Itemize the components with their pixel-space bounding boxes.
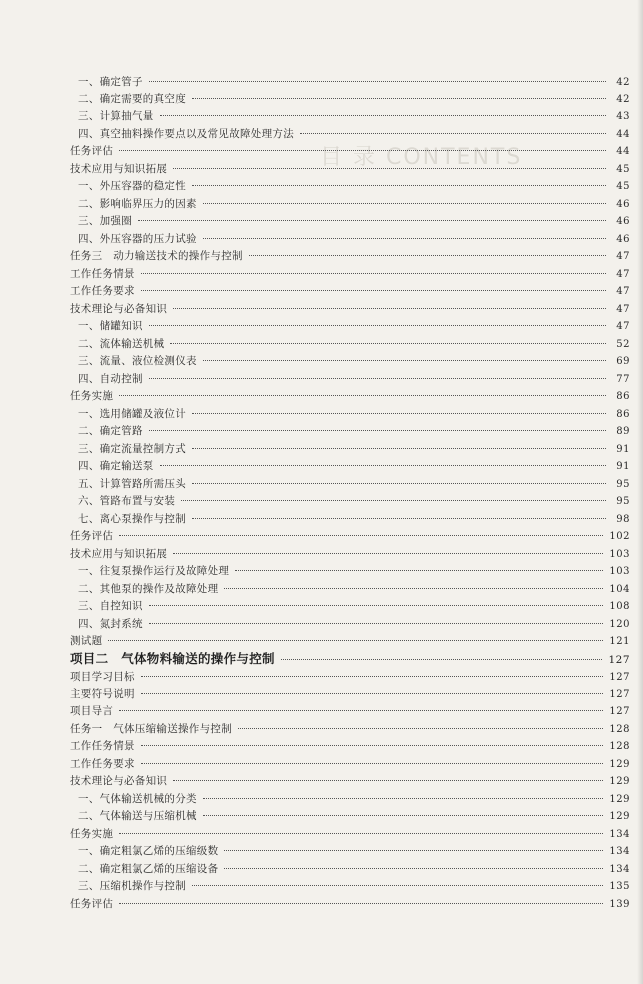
toc-entry-page-number: 47 — [616, 321, 630, 332]
dot-leader — [173, 779, 603, 781]
toc-entry-page-number: 103 — [609, 566, 630, 577]
toc-entry-page-number: 69 — [616, 356, 630, 367]
toc-entry-page-number: 43 — [616, 111, 630, 122]
toc-entry-page-number: 45 — [616, 181, 630, 192]
toc-entry-title: 任务三 动力输送技术的操作与控制 — [70, 250, 243, 262]
toc-entry-page-number: 52 — [616, 339, 630, 350]
toc-entry-page-number: 42 — [616, 94, 630, 105]
dot-leader — [238, 727, 603, 729]
dot-leader — [160, 114, 606, 116]
dot-leader — [119, 902, 603, 904]
toc-entry-page-number: 129 — [609, 759, 630, 770]
dot-leader — [141, 289, 606, 291]
toc-entry[interactable] — [78, 231, 630, 247]
dot-leader — [192, 412, 606, 414]
toc-entry-title: 二、影响临界压力的因素 — [78, 198, 197, 210]
dot-leader — [141, 692, 604, 694]
toc-entry[interactable] — [78, 511, 630, 527]
toc-entry-title: 四、真空抽料操作要点以及常见故障处理方法 — [78, 128, 294, 140]
toc-entry[interactable] — [78, 476, 630, 492]
toc-entry[interactable] — [70, 248, 630, 264]
dot-leader — [119, 149, 606, 151]
toc-entry-page-number: 108 — [609, 601, 630, 612]
toc-entry-title: 任务实施 — [70, 828, 114, 840]
dot-leader — [192, 184, 606, 186]
toc-entry[interactable] — [70, 756, 630, 772]
toc-entry-title: 三、流量、液位检测仪表 — [78, 355, 197, 367]
dot-leader — [192, 97, 606, 99]
toc-entry-page-number: 44 — [616, 129, 630, 140]
toc-entry-title: 一、确定管子 — [78, 76, 143, 88]
toc-entry[interactable] — [70, 686, 630, 702]
dot-leader — [224, 849, 603, 851]
toc-entry[interactable] — [78, 406, 630, 422]
dot-leader — [203, 237, 606, 239]
toc-entry[interactable] — [70, 738, 630, 754]
toc-entry[interactable] — [78, 74, 630, 90]
toc-entry[interactable] — [78, 861, 630, 877]
toc-entry-title: 一、外压容器的稳定性 — [78, 180, 186, 192]
toc-entry[interactable] — [70, 301, 630, 317]
toc-entry-title: 六、管路布置与安装 — [78, 495, 176, 507]
dot-leader — [173, 167, 606, 169]
toc-entry[interactable] — [78, 213, 630, 229]
toc-entry[interactable] — [78, 581, 630, 597]
toc-entry-title: 技术理论与必备知识 — [70, 303, 168, 315]
toc-entry[interactable] — [78, 791, 630, 807]
toc-entry-page-number: 127 — [609, 689, 630, 700]
toc-entry[interactable] — [70, 896, 630, 912]
dot-leader — [249, 254, 606, 256]
toc-entry[interactable] — [70, 161, 630, 177]
toc-entry[interactable] — [70, 669, 630, 685]
toc-entry[interactable] — [78, 458, 630, 474]
toc-entry-page-number: 127 — [609, 706, 630, 717]
dot-leader — [160, 464, 606, 466]
toc-entry[interactable] — [70, 721, 630, 737]
toc-entry-title: 任务评估 — [70, 898, 114, 910]
toc-entry-page-number: 95 — [616, 479, 630, 490]
toc-entry-title: 任务实施 — [70, 390, 114, 402]
dot-leader — [173, 307, 606, 309]
toc-entry-title: 四、外压容器的压力试验 — [78, 233, 197, 245]
dot-leader — [300, 132, 606, 134]
toc-entry[interactable] — [78, 598, 630, 614]
toc-entry-page-number: 135 — [609, 881, 630, 892]
toc-entry[interactable] — [70, 703, 630, 719]
toc-entry-page-number: 98 — [616, 514, 630, 525]
toc-entry-page-number: 47 — [616, 286, 630, 297]
toc-entry-title: 任务评估 — [70, 530, 114, 542]
toc-entry-title: 三、压缩机操作与控制 — [78, 880, 186, 892]
toc-entry-page-number: 104 — [609, 584, 630, 595]
toc-entry-page-number: 47 — [616, 251, 630, 262]
toc-entry-page-number: 46 — [616, 216, 630, 227]
toc-entry[interactable] — [70, 773, 630, 789]
contents-watermark: 目 录 CONTENTS — [320, 145, 523, 170]
toc-entry[interactable] — [78, 353, 630, 369]
toc-entry[interactable] — [78, 423, 630, 439]
dot-leader — [203, 797, 604, 799]
toc-entry-title: 五、计算管路所需压头 — [78, 478, 186, 490]
dot-leader — [138, 219, 606, 221]
dot-leader — [149, 604, 604, 606]
toc-entry-title: 四、氮封系统 — [78, 618, 143, 630]
toc-entry-title: 主要符号说明 — [70, 688, 135, 700]
dot-leader — [203, 814, 604, 816]
toc-entry-page-number: 129 — [609, 776, 630, 787]
dot-leader — [149, 80, 606, 82]
dot-leader — [149, 324, 606, 326]
toc-entry[interactable] — [78, 178, 630, 194]
toc-entry-page-number: 129 — [609, 794, 630, 805]
toc-entry[interactable] — [70, 633, 630, 649]
toc-entry-page-number: 128 — [609, 741, 630, 752]
toc-entry[interactable] — [78, 371, 630, 387]
dot-leader — [173, 552, 603, 554]
dot-leader — [203, 202, 606, 204]
toc-entry-title: 三、自控知识 — [78, 600, 143, 612]
toc-entry-title: 四、自动控制 — [78, 373, 143, 385]
dot-leader — [119, 394, 606, 396]
toc-entry-page-number: 103 — [609, 549, 630, 560]
dot-leader — [149, 377, 606, 379]
toc-entry-title: 二、流体输送机械 — [78, 338, 165, 350]
dot-leader — [141, 675, 604, 677]
toc-entry-page-number: 89 — [616, 426, 630, 437]
toc-entry[interactable] — [78, 616, 630, 632]
dot-leader — [224, 867, 603, 869]
toc-entry-page-number: 47 — [616, 304, 630, 315]
toc-entry[interactable] — [78, 808, 630, 824]
dot-leader — [203, 359, 606, 361]
toc-entry[interactable] — [78, 91, 630, 107]
toc-entry-page-number: 102 — [609, 531, 630, 542]
toc-entry-page-number: 91 — [616, 461, 630, 472]
toc-entry-title: 一、往复泵操作运行及故障处理 — [78, 565, 230, 577]
toc-entry-page-number: 46 — [616, 199, 630, 210]
dot-leader — [119, 832, 603, 834]
toc-entry[interactable] — [78, 843, 630, 859]
toc-entry[interactable] — [78, 318, 630, 334]
toc-entry-title: 技术理论与必备知识 — [70, 775, 168, 787]
toc-entry[interactable] — [78, 493, 630, 509]
toc-entry[interactable] — [78, 196, 630, 212]
toc-entry[interactable] — [78, 563, 630, 579]
toc-entry-page-number: 45 — [616, 164, 630, 175]
dot-leader — [281, 658, 603, 660]
toc-entry-title: 技术应用与知识拓展 — [70, 548, 168, 560]
toc-entry-page-number: 77 — [616, 374, 630, 385]
toc-entry-page-number: 127 — [608, 654, 630, 666]
toc-entry-page-number: 86 — [616, 391, 630, 402]
toc-entry-page-number: 95 — [616, 496, 630, 507]
toc-entry-title: 三、确定流量控制方式 — [78, 443, 186, 455]
toc-entry-title: 二、确定粗氯乙烯的压缩设备 — [78, 863, 219, 875]
dot-leader — [192, 517, 606, 519]
toc-entry[interactable] — [78, 336, 630, 352]
toc-entry-title: 四、确定输送泵 — [78, 460, 154, 472]
toc-entry-title: 任务评估 — [70, 145, 114, 157]
toc-entry-title: 测试题 — [70, 635, 103, 647]
toc-entry[interactable] — [70, 266, 630, 282]
dot-leader — [235, 569, 603, 571]
toc-entry-title: 工作任务要求 — [70, 758, 135, 770]
toc-entry[interactable] — [70, 528, 630, 544]
toc-entry-title: 任务一 气体压缩输送操作与控制 — [70, 723, 232, 735]
toc-entry-page-number: 91 — [616, 444, 630, 455]
toc-entry[interactable] — [70, 546, 630, 562]
toc-entry[interactable] — [70, 143, 630, 159]
toc-entry[interactable] — [70, 826, 630, 842]
toc-entry[interactable] — [70, 388, 630, 404]
toc-entry-page-number: 121 — [609, 636, 630, 647]
toc-entry-page-number: 42 — [616, 77, 630, 88]
dot-leader — [141, 762, 604, 764]
toc-entry-title: 一、储罐知识 — [78, 320, 143, 332]
toc-entry-page-number: 134 — [609, 864, 630, 875]
dot-leader — [192, 482, 606, 484]
toc-entry-page-number: 127 — [609, 672, 630, 683]
toc-entry[interactable] — [78, 878, 630, 894]
dot-leader — [224, 587, 603, 589]
toc-entry-title: 二、确定管路 — [78, 425, 143, 437]
dot-leader — [192, 447, 606, 449]
toc-entry-title: 一、确定粗氯乙烯的压缩级数 — [78, 845, 219, 857]
toc-entry-page-number: 128 — [609, 724, 630, 735]
toc-entry-page-number: 120 — [609, 619, 630, 630]
toc-entry-page-number: 129 — [609, 811, 630, 822]
toc-entry-title: 三、计算抽气量 — [78, 110, 154, 122]
toc-entry-title: 二、其他泵的操作及故障处理 — [78, 583, 219, 595]
toc-entry-title: 一、选用储罐及液位计 — [78, 408, 186, 420]
toc-entry-title: 七、离心泵操作与控制 — [78, 513, 186, 525]
toc-entry-page-number: 46 — [616, 234, 630, 245]
toc-entry-title: 项目导言 — [70, 705, 114, 717]
toc-entry-title: 项目二 气体物料输送的操作与控制 — [70, 651, 275, 666]
dot-leader — [141, 744, 604, 746]
dot-leader — [149, 429, 606, 431]
toc-entry[interactable] — [78, 126, 630, 142]
toc-entry-title: 二、气体输送与压缩机械 — [78, 810, 197, 822]
toc-entry-title: 项目学习目标 — [70, 671, 135, 683]
toc-entry-page-number: 47 — [616, 269, 630, 280]
dot-leader — [141, 272, 606, 274]
toc-entry[interactable] — [78, 108, 630, 124]
dot-leader — [181, 499, 606, 501]
toc-entry-title: 工作任务情景 — [70, 740, 135, 752]
dot-leader — [149, 622, 604, 624]
toc-entry-title: 技术应用与知识拓展 — [70, 163, 168, 175]
toc-entry-title: 二、确定需要的真空度 — [78, 93, 186, 105]
toc-entry-page-number: 44 — [616, 146, 630, 157]
dot-leader — [119, 709, 603, 711]
dot-leader — [170, 342, 606, 344]
toc-entry-title: 工作任务情景 — [70, 268, 135, 280]
toc-entry-page-number: 134 — [609, 846, 630, 857]
toc-entry[interactable] — [78, 441, 630, 457]
page-edge-shadow — [637, 0, 643, 984]
toc-entry[interactable] — [70, 283, 630, 299]
toc-entry-title: 一、气体输送机械的分类 — [78, 793, 197, 805]
toc-entry-title: 工作任务要求 — [70, 285, 135, 297]
toc-entry-page-number: 134 — [609, 829, 630, 840]
toc-entry-page-number: 86 — [616, 409, 630, 420]
toc-entry-title: 三、加强圈 — [78, 215, 132, 227]
toc-entry[interactable] — [70, 651, 630, 667]
dot-leader — [192, 884, 603, 886]
toc-entry-page-number: 139 — [609, 899, 630, 910]
dot-leader — [108, 639, 603, 641]
dot-leader — [119, 534, 603, 536]
